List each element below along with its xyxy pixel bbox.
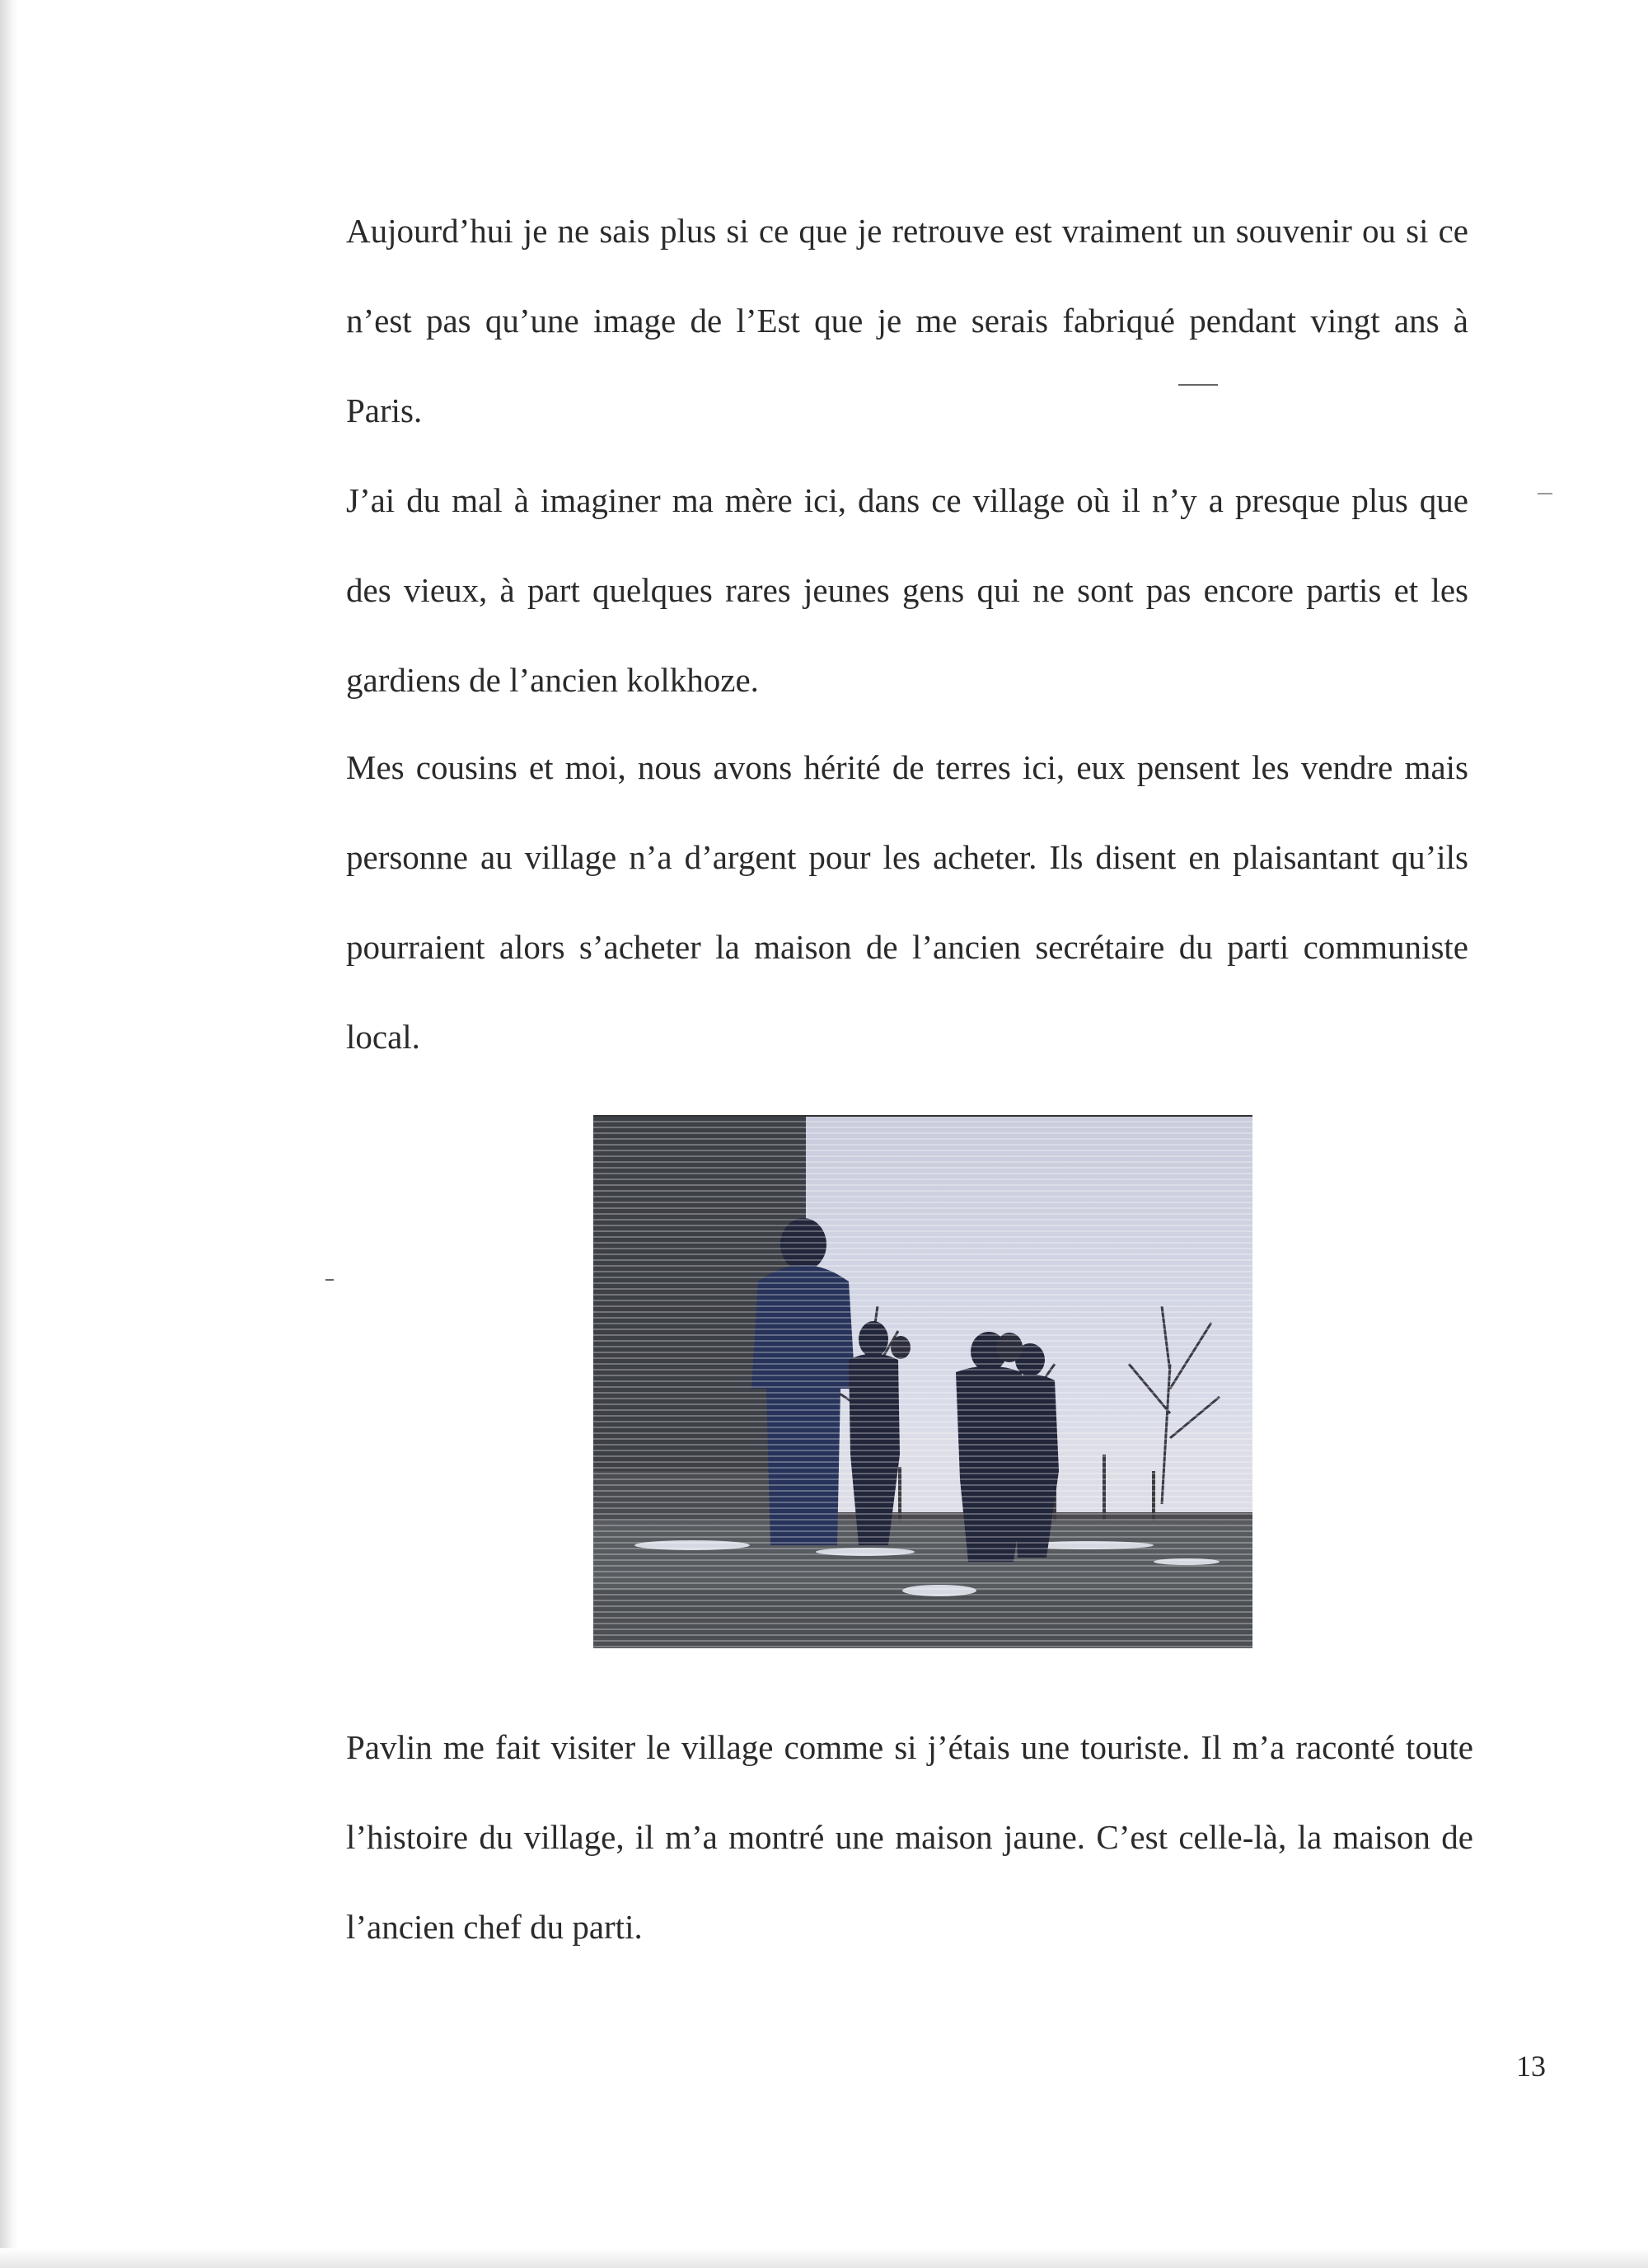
paragraph: Pavlin me fait visiter le village comme si j’étais une touriste. Il m’a raconté toute l’histoire du village, il m’a montré une maison jaune. C’est celle-là, la maison de l’ancien chef du parti.: [346, 1728, 1473, 1946]
village-photo: [593, 1115, 1252, 1648]
scan-shadow-bottom: [0, 2248, 1648, 2268]
scan-speck: [325, 1279, 334, 1281]
scan-speck: [1538, 493, 1552, 494]
page-number: 13: [1516, 2050, 1546, 2083]
paragraph: Mes cousins et moi, nous avons hérité de terres ici, eux pensent les vendre mais personne au village n’a d’argent pour les acheter. Ils disent en plaisantant qu’ils pourraient alors s’acheter la maison de l’ancien secrétaire du parti communiste local.: [346, 748, 1468, 1056]
village-photo-illustration: [593, 1117, 1252, 1648]
paragraph: J’ai du mal à imaginer ma mère ici, dans ce village où il n’y a presque plus que des vieux, à part quelques rares jeunes gens qui ne sont pas encore partis et les gardiens de l’ancien kolkhoze.: [346, 481, 1468, 699]
scan-shadow-left: [0, 0, 18, 2268]
paragraph: Aujourd’hui je ne sais plus si ce que je retrouve est vraiment un souvenir ou si ce n’est pas qu’une image de l’Est que je me serais fabriqué pendant vingt ans à Paris.: [346, 212, 1468, 429]
